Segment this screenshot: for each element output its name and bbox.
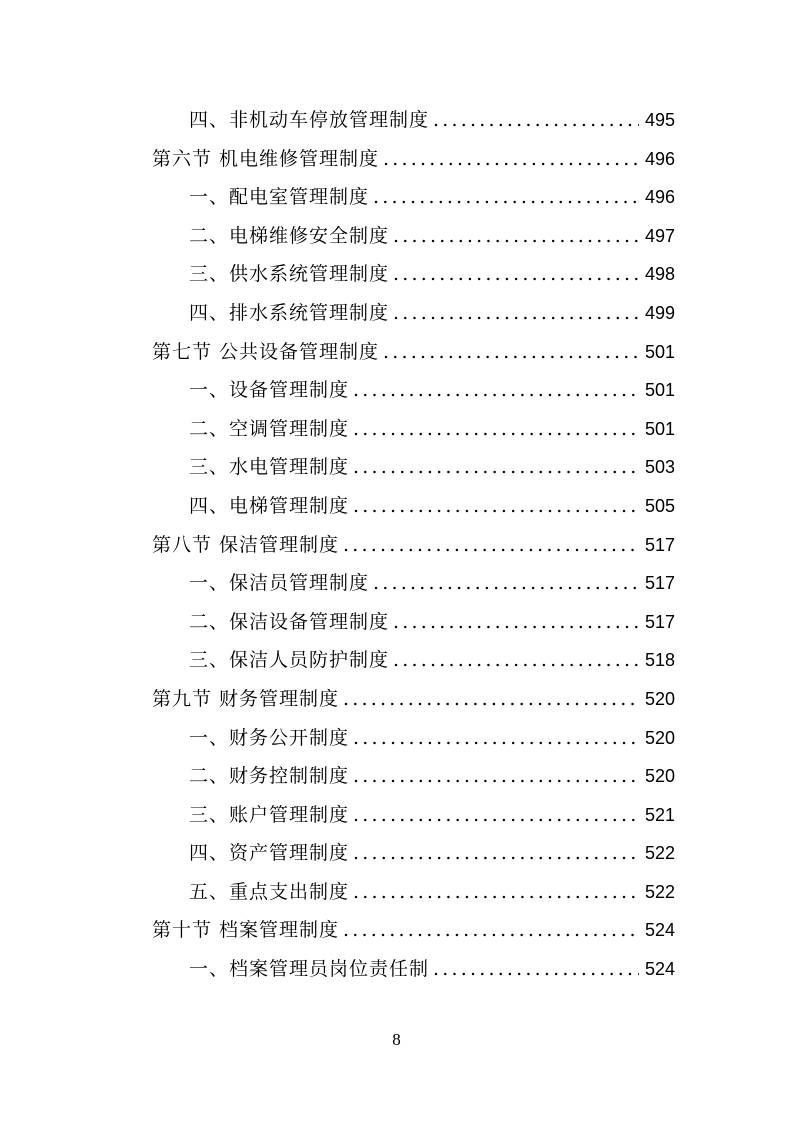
- dot-leader: [353, 719, 639, 758]
- dot-leader: [353, 873, 639, 912]
- dot-leader: [343, 526, 639, 565]
- toc-entry[interactable]: [152, 178, 675, 217]
- toc-entry-page: 498: [644, 264, 675, 285]
- toc-entry-title: 二、保洁设备管理制度: [189, 610, 390, 633]
- toc-entry-title: 四、资产管理制度: [189, 842, 350, 865]
- dot-leader: [353, 796, 639, 835]
- toc-entry[interactable]: [152, 641, 675, 680]
- dot-leader: [393, 255, 639, 294]
- toc-entry-title: 三、保洁人员防护制度: [189, 649, 390, 672]
- toc-entry-page: 496: [644, 148, 675, 169]
- toc-entry-page: 496: [644, 187, 675, 208]
- toc-entry-page: 501: [644, 418, 675, 439]
- toc-entry[interactable]: [152, 796, 675, 835]
- toc-entry-page: 517: [644, 573, 675, 594]
- toc-entry-title: 二、财务控制制度: [189, 765, 350, 788]
- toc-entry-title: 第十节 档案管理制度: [152, 919, 340, 942]
- toc-entry[interactable]: [152, 719, 675, 758]
- dot-leader: [343, 680, 639, 719]
- toc-section-entry[interactable]: [152, 526, 675, 565]
- toc-entry-title: 二、空调管理制度: [189, 417, 350, 440]
- toc-entry-page: 501: [644, 341, 675, 362]
- dot-leader: [383, 333, 639, 372]
- toc-entry[interactable]: [152, 371, 675, 410]
- dot-leader: [353, 410, 639, 449]
- dot-leader: [393, 217, 639, 256]
- toc-entry-page: 524: [644, 959, 675, 980]
- toc-entry-title: 四、非机动车停放管理制度: [189, 109, 430, 131]
- toc-entry-page: 517: [644, 611, 675, 632]
- toc-section-entry[interactable]: [152, 140, 675, 179]
- toc-entry-page: 520: [644, 688, 675, 709]
- toc-entry[interactable]: [152, 487, 675, 526]
- toc-entry-title: 一、档案管理员岗位责任制: [189, 958, 430, 981]
- dot-leader: [393, 603, 639, 642]
- dot-leader: [353, 487, 639, 526]
- dot-leader: [383, 140, 639, 179]
- dot-leader: [373, 564, 639, 603]
- toc-entry[interactable]: [152, 564, 675, 603]
- toc-entry-page: 522: [644, 843, 675, 864]
- dot-leader: [393, 641, 639, 680]
- toc-section-entry[interactable]: [152, 333, 675, 372]
- toc-entry-title: 第七节 公共设备管理制度: [152, 340, 380, 363]
- toc-entry-page: 517: [644, 534, 675, 555]
- toc-entry-page: 503: [644, 457, 675, 478]
- toc-entry[interactable]: [152, 873, 675, 912]
- toc-entry[interactable]: [152, 101, 675, 140]
- toc-entry[interactable]: [152, 255, 675, 294]
- toc-entry-title: 一、财务公开制度: [189, 726, 350, 749]
- toc-entry[interactable]: [152, 757, 675, 796]
- toc-entry-page: 520: [644, 727, 675, 748]
- toc-entry-page: 518: [644, 650, 675, 671]
- toc-entry-title: 三、供水系统管理制度: [189, 263, 390, 286]
- toc-entry-title: 四、电梯管理制度: [189, 494, 350, 517]
- dot-leader: [373, 178, 639, 217]
- dot-leader: [353, 834, 639, 873]
- dot-leader: [433, 950, 639, 989]
- page-number: 8: [392, 1030, 401, 1049]
- toc-entry-title: 第八节 保洁管理制度: [152, 533, 340, 556]
- toc-entry-page: 501: [644, 380, 675, 401]
- table-of-contents: [152, 101, 675, 989]
- toc-entry[interactable]: [152, 294, 675, 333]
- toc-entry-page: 505: [644, 495, 675, 516]
- toc-entry-title: 一、保洁员管理制度: [189, 572, 370, 595]
- toc-entry-title: 一、设备管理制度: [189, 379, 350, 402]
- toc-entry-title: 第六节 机电维修管理制度: [152, 147, 380, 170]
- toc-entry-title: 二、电梯维修安全制度: [189, 224, 390, 247]
- toc-entry-title: 三、水电管理制度: [189, 456, 350, 479]
- toc-entry-page: 497: [644, 225, 675, 246]
- dot-leader: [353, 757, 639, 796]
- toc-section-entry[interactable]: [152, 680, 675, 719]
- toc-entry[interactable]: [152, 950, 675, 989]
- toc-entry[interactable]: [152, 603, 675, 642]
- toc-entry-page: 495: [644, 110, 675, 130]
- toc-entry-title: 五、重点支出制度: [189, 880, 350, 903]
- dot-leader: [353, 448, 639, 487]
- toc-entry-page: 521: [644, 804, 675, 825]
- toc-entry-page: 522: [644, 881, 675, 902]
- toc-entry[interactable]: [152, 448, 675, 487]
- dot-leader: [343, 911, 639, 950]
- toc-entry-title: 一、配电室管理制度: [189, 186, 370, 209]
- toc-entry[interactable]: [152, 834, 675, 873]
- toc-entry[interactable]: [152, 410, 675, 449]
- toc-entry-title: 四、排水系统管理制度: [189, 301, 390, 324]
- toc-entry-page: 524: [644, 920, 675, 941]
- toc-entry-title: 第九节 财务管理制度: [152, 687, 340, 710]
- toc-entry-title: 三、账户管理制度: [189, 803, 350, 826]
- toc-section-entry[interactable]: [152, 911, 675, 950]
- toc-entry[interactable]: [152, 217, 675, 256]
- toc-entry-page: 499: [644, 302, 675, 323]
- dot-leader: [433, 101, 639, 140]
- toc-entry-page: 520: [644, 766, 675, 787]
- dot-leader: [353, 371, 639, 410]
- dot-leader: [393, 294, 639, 333]
